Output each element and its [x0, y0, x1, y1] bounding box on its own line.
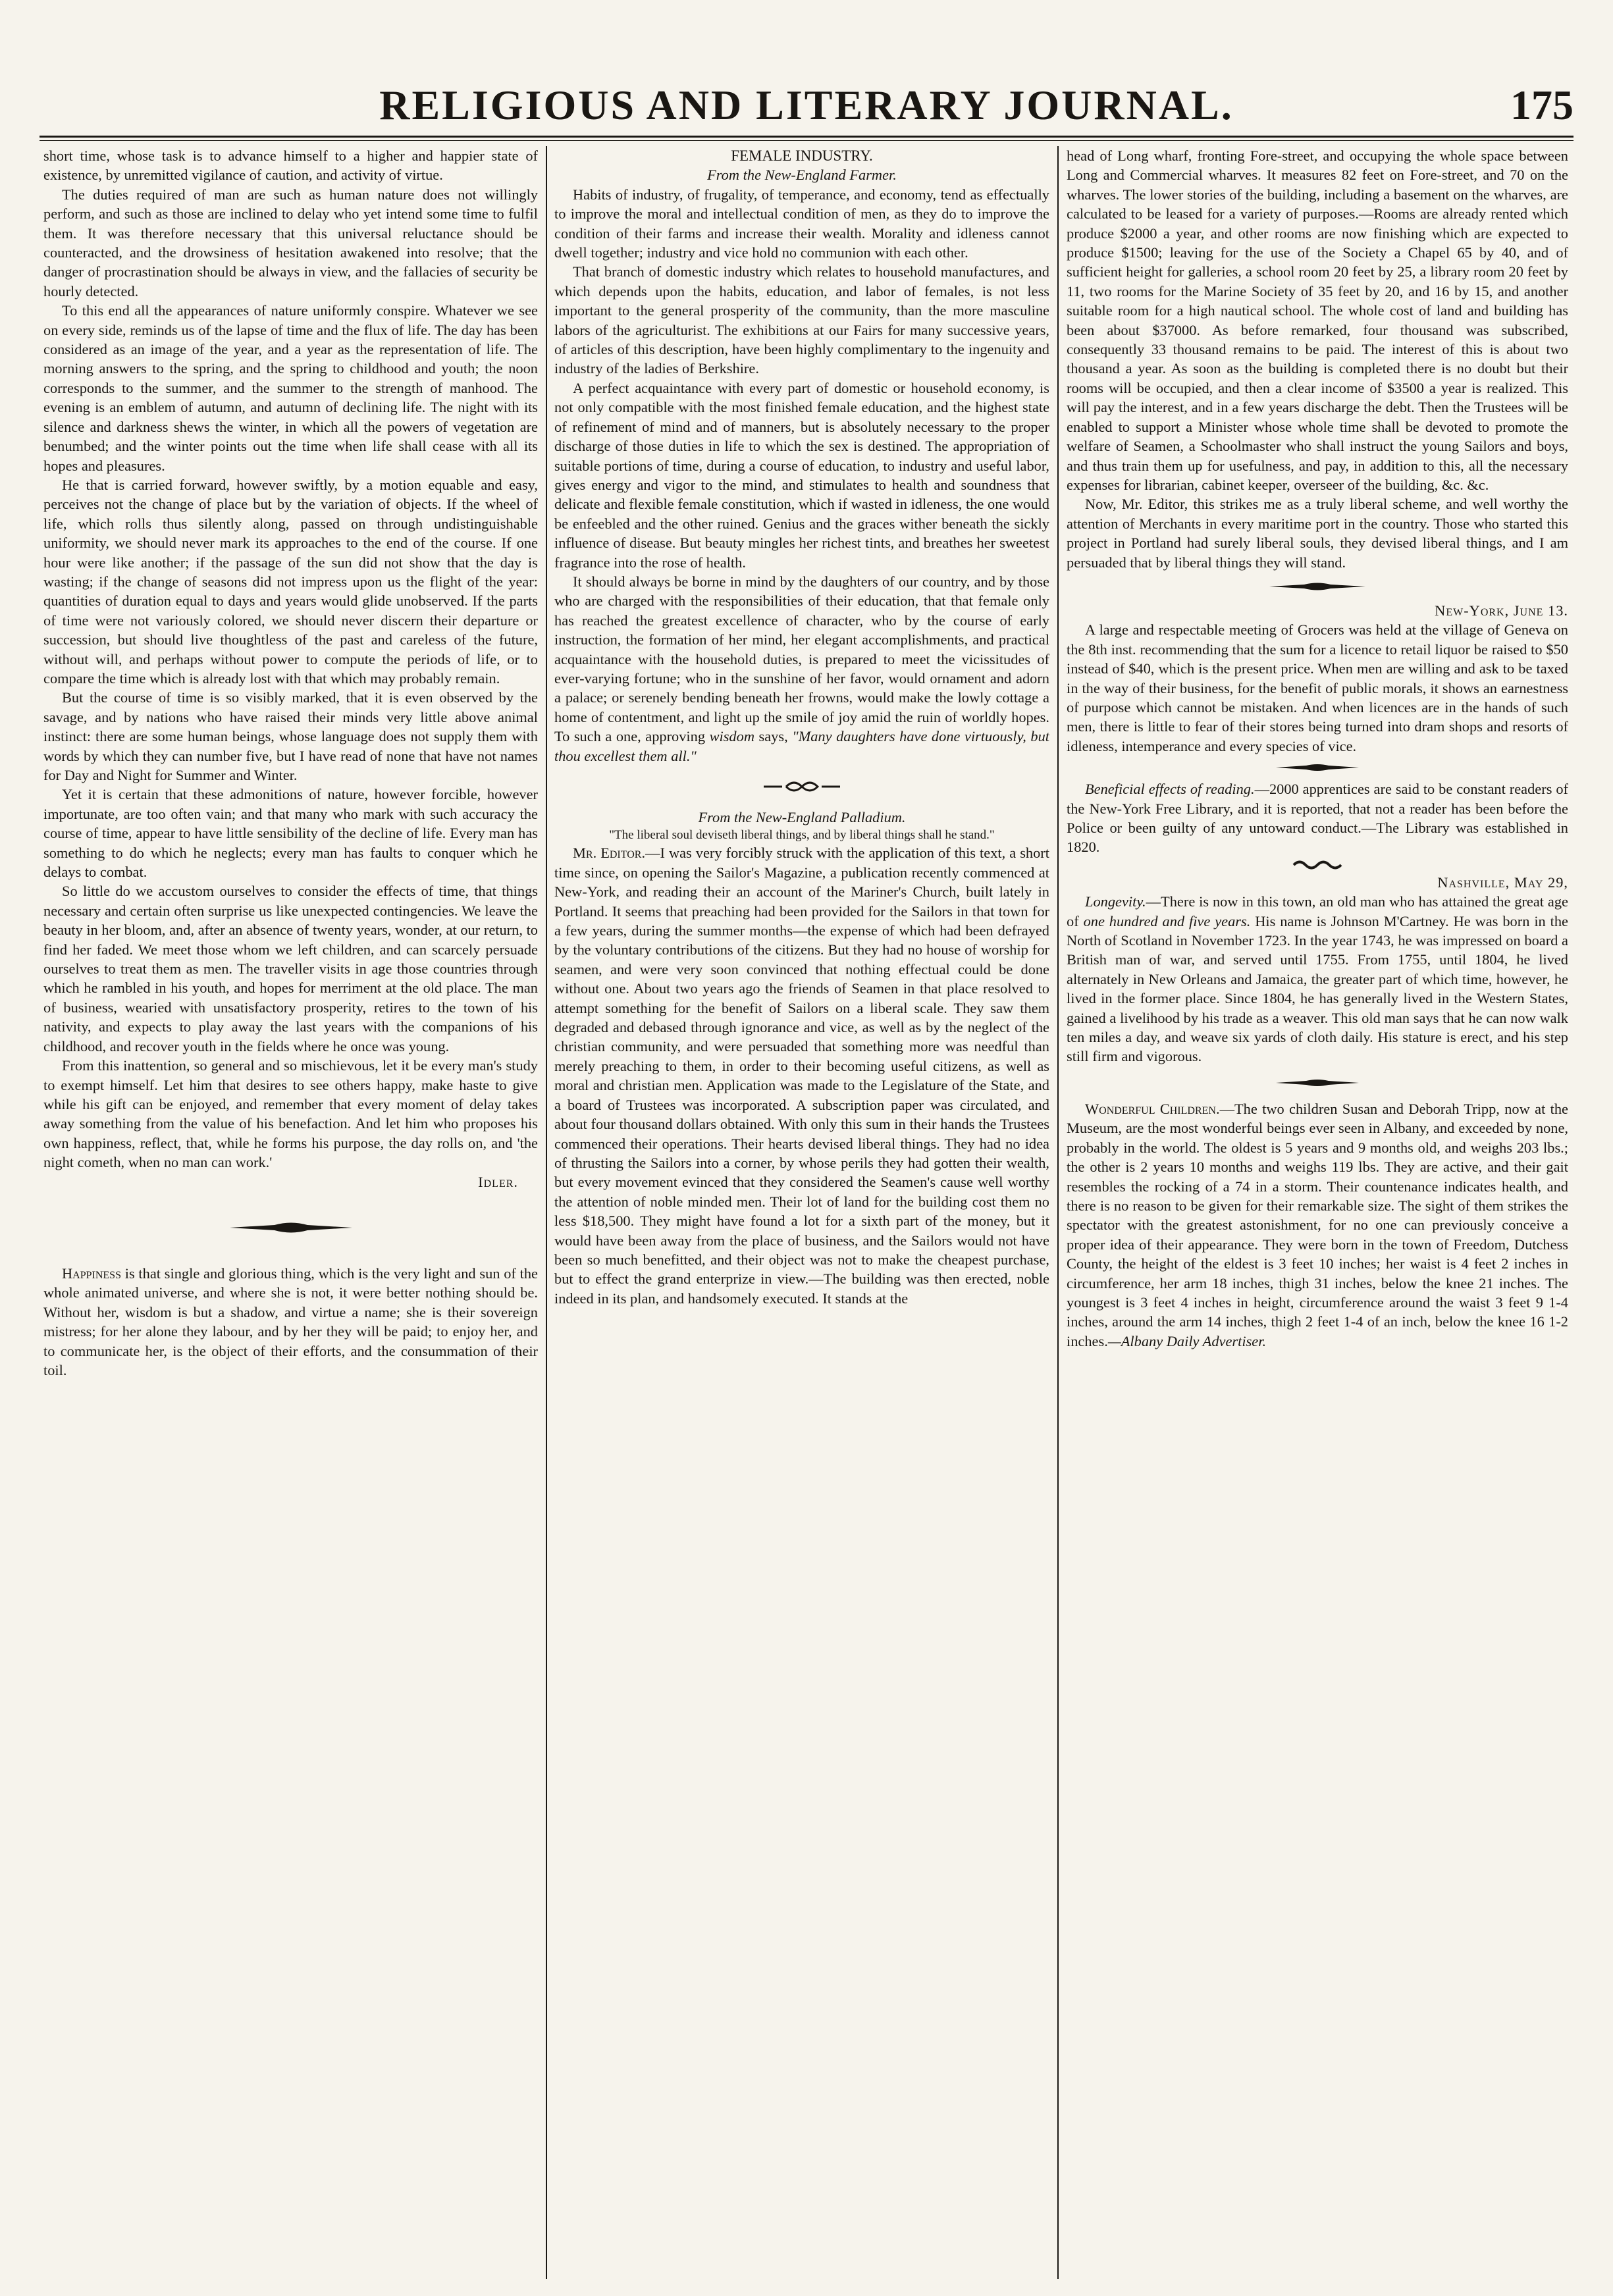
header-rule	[40, 136, 1573, 138]
paragraph	[1067, 892, 1568, 1066]
column-2	[554, 146, 1049, 2279]
column-3	[1067, 146, 1568, 2279]
paragraph	[1067, 779, 1568, 857]
paragraph: Now, Mr. Editor, this strikes me as a truly liberal scheme, and well worthy the attention of Merchants in every maritime port in the country. Those who started this project in Portland had surely liberal souls, they devised liberal things, and I am persuaded that by liberal things they will stand.	[1067, 496, 1568, 571]
paragraph: That branch of domestic industry which relates to household manufactures, and which depends upon the habits, education, and labor of females, is not less important to the general prosperity of the community, than the more masculine labors of the agriculturist. The exhibitions at our Fairs for many successive years, of articles of this description, have been highly complimentary to the ingenuity and industry of the ladies of Berkshire.	[554, 263, 1049, 377]
dateline: Nashville, May 29,	[1437, 874, 1568, 891]
paragraph-text: —I was very forcibly struck with the application of this text, a short time since, on opening the Sailor's Magazine, a publication recently commenced at New-York, and reading their an account of the Mariner's Church, built lately in Portland. It seems that preaching had been provided for the Sailors in that town for a few years, during the summer months—the expense of which had been defrayed by the voluntary contributions of the citizens. But they had no house of worship for seamen, and were very soon convinced that nothing effectual could be done without one. About two years ago the friends of Seamen in that place resolved to attempt something for the benefit of Sailors on a liberal scale. They saw them degraded and debased through ignorance and vice, as well as by the neglect of the christian community, and were persuaded that something more was needful than merely preaching to them, in order to their becoming useful citizens, as well as moral and christian men. Application was made to the Legislature of the State, and a board of Trustees was incorporated. A subscription paper was circulated, and about four thousand dollars obtained. With only this sum in their hands the Trustees commenced their operations. Their hearts devised liberal things. They had no idea of thrusting the Sailors into a corner, by whose perils they had gotten their wealth, but every movement evinced that they considered the Seamen's cause well worthy the attention of noble minded men. Their lot of land for the building cost them no less $18,500. They might have found a lot for a sixth part of the money, but it would have been away from the place of business, and the Sailors would not have been so much benefitted, and their object was not to make the cheapest purchase, but to effect the grand enterprize in view.—The building was then erected, noble indeed in its plan, and handsomely executed. It stands at the	[554, 845, 1049, 1307]
paragraph: head of Long wharf, fronting Fore-street, and occupying the whole space between Long and Commercial wharves. It measures 82 feet on Fore-street, and 70 on the wharves. The lower stories of the building, including a basement on the wharves, are calculated to be leased for a variety of purposes.—Rooms are already rented which produce $2000 a year, and other rooms are now finishing which are expected to produce $1500; leaving for the use of the Society a Chapel 65 by 40, and of sufficient height for galleries, a school room 20 feet by 25, a library room 20 feet by 11, two rooms for the Marine Society of 35 feet by 20, and 16 by 15, and another suitable room for a high nautical school. The whole cost of land and building has been about $37000. As before remarked, four thousand was subscribed, consequently 33 thousand remains to be paid. The interest of this is about two thousand a year. As soon as the building is completed there is no doubt but their rooms will be occupied, and then a clear income of $3500 a year is realized. This will pay the interest, and in a few years discharge the debt. Then the Trustees will be enabled to support a Minister whose whole time shall be devoted to promote the welfare of Seamen, a Schoolmaster who shall instruct the young Sailors and boys, and thus train them up for usefulness, and pay, in addition to this, all the necessary expenses for librarian, cabinet keeper, overseer of the building, &c. &c.	[1067, 147, 1568, 493]
article-source: —Albany Daily Advertiser.	[1107, 1332, 1267, 1349]
page-number: 175	[1510, 82, 1573, 128]
paragraph: The duties required of man are such as human nature does not willingly perform, and such as those are inclined to delay who yet intend some time to fulfil them. It was therefore necessary that this universal reluctance should be counteracted, and the drowsiness of hesitation awakened into resolve; that the danger of procrastination should be always in view, and the fallacies of security be hourly detected.	[43, 186, 538, 300]
lead-phrase: Longevity.	[1085, 893, 1146, 910]
dateline: New-York, June 13.	[1435, 602, 1568, 619]
ornament-divider	[1067, 756, 1568, 779]
quotation: "Many daughters have done virtuously, but thou excellest them all."	[554, 728, 1049, 764]
paragraph	[554, 572, 1049, 766]
paragraph: short time, whose task is to advance himself to a higher and happier state of existence, by unremitted vigilance of caution, and activity of virtue.	[43, 147, 538, 184]
paragraph: A large and respectable meeting of Grocers was held at the village of Geneva on the 8th inst. recommending that the sum for a licence to retail liquor be raised to $50 instead of $40, which is the present price. When men are willing and ask to be taxed in the way of their business, for the benefit of public morals, it shows an earnestness of purpose which cannot be mistaken. And when licences are in the hands of such men, there is little to fear of their stores being turned into dram shops and resorts of idleness, intemperance and every species of vice.	[1067, 621, 1568, 754]
article-source: From the New-England Farmer.	[707, 167, 897, 184]
header-rule-thin	[40, 140, 1573, 141]
paragraph-text: says,	[754, 728, 793, 745]
lead-word: Wonderful Children.	[1085, 1100, 1220, 1117]
ornament-divider	[1067, 572, 1568, 601]
journal-title: RELIGIOUS AND LITERARY JOURNAL.	[379, 82, 1234, 128]
paragraph-text: —2000 apprentices are said to be constant readers of the New-York Free Library, and it is reported, that not a reader has been before the Police or been guilty of any untoward conduct.—The Library was established in 1820.	[1067, 781, 1568, 856]
lead-word: Happiness	[62, 1265, 121, 1282]
lead-phrase: Beneficial effects of reading.	[1085, 781, 1255, 798]
paragraph-text: —There is now in this town, an old man who has attained the great age of	[1067, 893, 1568, 929]
column-rule	[1057, 146, 1059, 2279]
ornament-divider	[554, 766, 1049, 808]
article-heading: FEMALE INDUSTRY.	[731, 147, 873, 164]
article-signature: Idler.	[478, 1173, 518, 1190]
paragraph: He that is carried forward, however swiftly, by a motion equable and easy, perceives not the change of place but by the variation of objects. If the wheel of life, which rolls thus silently along, passed on through undistinguishable uniformity, we should never mark its approaches to the end of the course. If one hour were like another; if the passage of the sun did not show that the day is wasting; if the change of seasons did not impress upon us the flight of the year: quantities of duration equal to days and years would glide unobserved. If the parts of time were not variously colored, we should never discern their departure or succession, but should live thoughtless of the past and careless of the future, without will, and perhaps without power to compute the periods of life, or to compare the time which is already lost with that which may probably remain.	[43, 476, 538, 687]
paragraph: But the course of time is so visibly marked, that it is even observed by the savage, and by nations who have raised their minds very little above animal instinct: there are some human beings, whose language does not supply them with words by which they can number five, but I have read of none that have not names for Day and Night for Summer and Winter.	[43, 689, 538, 783]
emphasis: wisdom	[709, 728, 754, 745]
paragraph: So little do we accustom ourselves to consider the effects of time, that things necessary and certain often surprise us like unexpected contingencies. We leave the beauty in her bloom, and, after an absence of twenty years, wonder, at our return, to find her faded. We meet those whom we left children, and can scarcely persuade ourselves to treat them as men. The traveller visits in age those countries through which he rambled in his youth, and hopes for merriment at the old place. The man of business, wearied with unsatisfactory prosperity, retires to the town of his nativity, and expects to play away the last years with the companions of his childhood, and recover youth in the fields where he once was young.	[43, 883, 538, 1055]
paragraph: Habits of industry, of frugality, of temperance, and economy, tend as effectually to improve the moral and intellectual condition of men, as they do to improve the condition of their farms and increase their wealth. Morality and idleness cannot dwell together; industry and vice hold no communion with each other.	[554, 186, 1049, 261]
paragraph: Yet it is certain that these admonitions of nature, however forcible, however importunate, are too often vain; and that many who mark with such accuracy the course of time, appear to have little sensibility of the decline of life. Every man has something to do which he neglects; every man has faults to conquer which he delays to combat.	[43, 786, 538, 881]
article-source: From the New-England Palladium.	[698, 809, 906, 825]
epigraph: "The liberal soul deviseth liberal things, and by liberal things shall he stand."	[609, 828, 995, 843]
masthead	[40, 78, 1573, 133]
ornament-divider	[1067, 1066, 1568, 1099]
paragraph-text: A perfect acquaintance with every part of domestic or household economy, is not only compatible with	[554, 379, 1049, 416]
paragraph-text: —The two children Susan and Deborah Tripp, now at the Museum, are the most wonderful beings ever seen in Albany, and exceeded by none, probably in the world. The oldest is 5 years and 9 months old, and weighs 203 lbs.; the other is 2 years 10 months and weighs 119 lbs. They are active, and their gait resembles the rocking of a 74 in a storm. Their countenance indicates health, and there is no reason to be given for their remarkable size. The sight of them strikes the spectator with the greatest astonishment, for no one can previously conceive a proper idea of their appearance. They were born in the town of Freedom, Dutchess County, the height of the eldest is 3 feet 10 inches; her waist is 4 feet 2 inches in circumference, her arm 18 inches, thigh 31 inches, below the knee 21 inches. The youngest is 3 feet 4 inches in height, circumference around the waist 3 feet 9 1-4 inches, around the arm 14 inches, thigh 2 feet 1-4 of an inch, below the knee 16 1-2 inches.	[1067, 1100, 1568, 1349]
paragraph: From this inattention, so general and so mischievous, let it be every man's study to exempt himself. Let him that desires to see others happy, make haste to give while his gift can be enjoyed, and remember that every moment of delay takes away something from the value of his benefaction. And let him who proposes his own happiness, reflect, that, while he forms his purpose, the day rolls on, and 'the night cometh, when no man can work.'	[43, 1057, 538, 1171]
emphasis: one hundred and five years.	[1083, 912, 1251, 929]
paragraph-text: It should always be borne in mind by the daughters of our country, and by those who are charged with the responsibilities of their education, that that female only has reached the greatest excellence of character, who by the course of early instruction, the formation of her mind, her elegant accomplishments, and practical acquaintance with the household duties, is prepared to meet the vicissitudes of ever-varying fortune; who in the sunshine of her favor, would ornament and adorn a palace; or serenely bending beneath her frowns, would make the lowly cottage a home of contentment, and light up the smile of joy amid the ruin of worldly hopes. To such a one, approving	[554, 573, 1049, 745]
column-1	[43, 146, 538, 2279]
column-rule	[546, 146, 547, 2279]
paragraph	[554, 843, 1049, 1308]
paragraph: To this end all the appearances of nature uniformly conspire. Whatever we see on every side, reminds us of the lapse of time and the flux of life. The day has been considered as an image of the year, and a year as the representation of life. The morning answers to the spring, and the spring to childhood and youth; the noon corresponds to the summer, and the summer to the strength of manhood. The evening is an emblem of autumn, and autumn of declining life. The night with its silence and darkness shews the winter, in which all the powers of vegetation are benumbed; and the winter points out the time when life shall cease with all its hopes and pleasures.	[43, 302, 538, 474]
paragraph	[554, 378, 1049, 572]
ornament-divider	[43, 1191, 538, 1264]
paragraph-text: the most finished female education, and the highest state of refinement of mind and of manners, but is absolutely necessary to the proper discharge of those duties in life to which the sex is destined. The appropriation of suitable portions of time, during a course of education, to industry and useful labor, gives energy and vigor to the mind, and stimulates to health and soundness that delicate and flexible female constitution, which if wasted in idleness, the one would be enfeebled and the other ruined. Genius and the graces wither beneath the sickly influence of disease. But beauty mingles her richest tints, and breathes her sweetest fragrance into the rose of health.	[554, 399, 1049, 571]
paragraph	[1067, 1099, 1568, 1351]
ornament-divider	[1067, 857, 1568, 873]
lead-word: Mr. Editor.	[573, 845, 646, 862]
paragraph-text: is that single and glorious thing, which is the very light and sun of the whole animated universe, and where she is not, it were better nothing should be. Without her, wisdom is but a shadow, and virtue a name; she is their sovereign mistress; for her alone they labour, and by her they will be paid; to enjoy her, and to communicate her, is the object of their efforts, and the consummation of their toil.	[43, 1265, 538, 1378]
paragraph	[43, 1264, 538, 1380]
paragraph-text: His name is Johnson M'Cartney. He was born in the North of Scotland in November 1723. In the year 1743, he was impressed on board a British man of war, and served until 1755. From 1755, until 1804, he lived alternately in New Orleans and Jamaica, the greater part of which time, however, he lived in the former place. Since 1804, he has generally lived in the Western States, gained a livelihood by his trade as a weaver. This old man says that he can now walk ten miles a day, and weave six yards of cloth daily. His stature is erect, and his step still firm and vigorous.	[1067, 912, 1568, 1065]
